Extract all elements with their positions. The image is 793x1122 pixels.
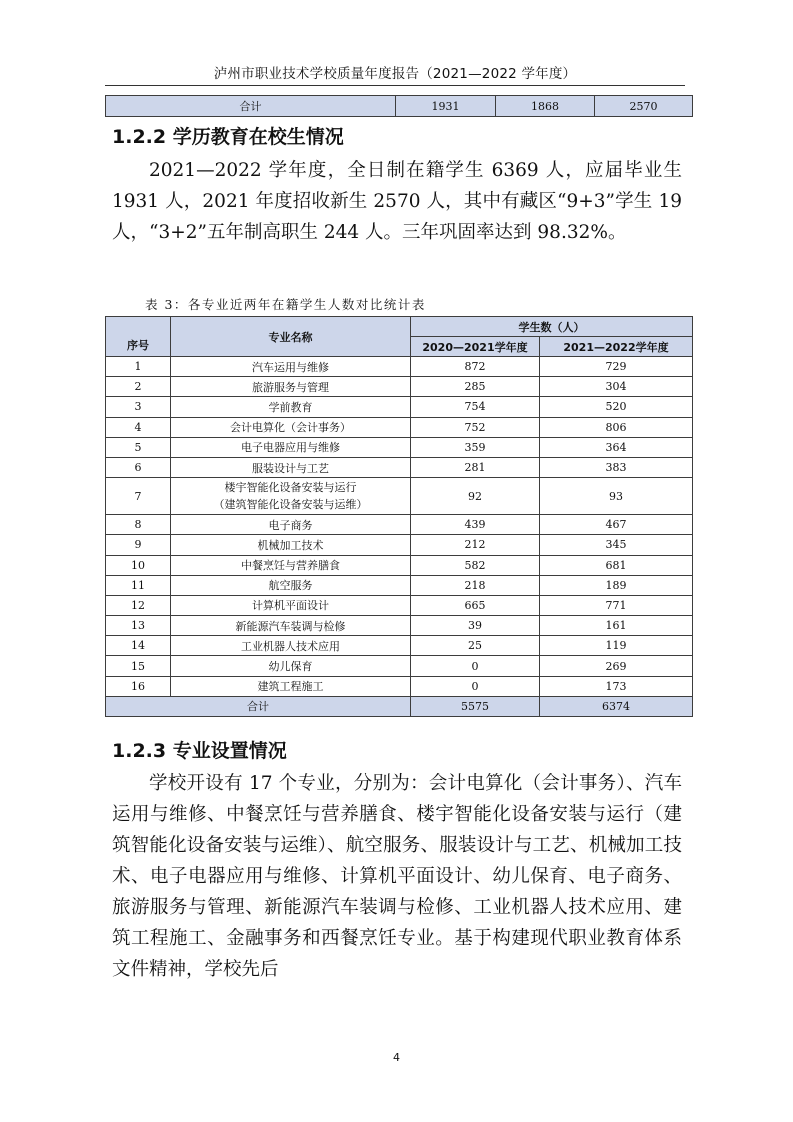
- total-label: 合计: [106, 696, 411, 716]
- table-total-row: [106, 696, 693, 716]
- total-value: 1868: [496, 96, 595, 117]
- table-row: [106, 357, 693, 377]
- section-title: 专业设置情况: [172, 740, 287, 762]
- row-year-2: 119: [540, 636, 693, 656]
- table-row: [106, 478, 693, 515]
- header-year-2: 2021—2022学年度: [540, 337, 693, 357]
- row-year-1: 285: [411, 377, 540, 397]
- row-index: 7: [106, 478, 171, 515]
- row-year-1: 752: [411, 417, 540, 437]
- section-123-paragraph: 学校开设有 17 个专业，分别为：会计电算化（会计事务）、汽车运用与维修、中餐烹饪与营养膳食、楼宇智能化设备安装与运行（建筑智能化设备安装与运维）、航空服务、服装设计与工艺、机械加工技术、电子电器应用与维修、计算机平面设计、幼儿保育、电子商务、旅游服务与管理、新能源汽车装调与检修、工业机器人技术应用、建筑工程施工、金融事务和西餐烹饪专业。基于构建现代职业教育体系文件精神，学校先后: [112, 773, 682, 980]
- row-major: 机械加工技术: [171, 535, 411, 555]
- row-year-2: 383: [540, 457, 693, 477]
- row-index: 4: [106, 417, 171, 437]
- row-year-1: 218: [411, 575, 540, 595]
- row-index: 16: [106, 676, 171, 696]
- header-students: 学生数（人）: [411, 317, 693, 337]
- row-index: 9: [106, 535, 171, 555]
- row-year-1: 92: [411, 478, 540, 515]
- row-index: 14: [106, 636, 171, 656]
- row-major: 新能源汽车装调与检修: [171, 616, 411, 636]
- table-3: [105, 316, 693, 717]
- row-year-2: 173: [540, 676, 693, 696]
- row-index: 5: [106, 437, 171, 457]
- row-index: 8: [106, 515, 171, 535]
- row-index: 1: [106, 357, 171, 377]
- section-heading-122: [112, 122, 344, 149]
- row-index: 13: [106, 616, 171, 636]
- row-year-1: 281: [411, 457, 540, 477]
- section-number: 1.2.3: [112, 740, 167, 762]
- table-row: [106, 417, 693, 437]
- table-row: [106, 636, 693, 656]
- table-row: [106, 656, 693, 676]
- section-heading-123: [112, 736, 287, 763]
- header-major: 专业名称: [171, 317, 411, 357]
- row-year-1: 359: [411, 437, 540, 457]
- row-year-2: 189: [540, 575, 693, 595]
- row-major: 会计电算化（会计事务）: [171, 417, 411, 437]
- row-year-2: 806: [540, 417, 693, 437]
- row-major: 建筑工程施工: [171, 676, 411, 696]
- row-year-2: 729: [540, 357, 693, 377]
- table-row: [106, 676, 693, 696]
- row-year-1: 439: [411, 515, 540, 535]
- row-year-1: 582: [411, 555, 540, 575]
- row-major-line-2: （建筑智能化设备安装与运维）: [213, 498, 368, 512]
- row-index: 6: [106, 457, 171, 477]
- total-label: 合计: [106, 96, 396, 117]
- row-year-2: 771: [540, 595, 693, 615]
- header-year-1: 2020—2021学年度: [411, 337, 540, 357]
- table-caption: 表 3：各专业近两年在籍学生人数对比统计表: [145, 297, 426, 312]
- total-year-1: 5575: [411, 696, 540, 716]
- row-year-2: 364: [540, 437, 693, 457]
- total-value: 2570: [595, 96, 693, 117]
- row-major: 幼儿保育: [171, 656, 411, 676]
- row-year-2: 161: [540, 616, 693, 636]
- row-major: 电子商务: [171, 515, 411, 535]
- previous-table-total: [105, 95, 693, 117]
- row-year-1: 0: [411, 676, 540, 696]
- row-major: [171, 478, 411, 515]
- row-major: 服装设计与工艺: [171, 457, 411, 477]
- header-rule: [105, 85, 685, 86]
- row-major: 计算机平面设计: [171, 595, 411, 615]
- row-index: 10: [106, 555, 171, 575]
- row-major: 电子电器应用与维修: [171, 437, 411, 457]
- table-row: [106, 515, 693, 535]
- table-row: [106, 397, 693, 417]
- row-year-2: 467: [540, 515, 693, 535]
- row-major: 中餐烹饪与营养膳食: [171, 555, 411, 575]
- row-year-1: 212: [411, 535, 540, 555]
- page-header-title: 泸州市职业技术学校质量年度报告（2021—2022 学年度）: [213, 66, 577, 82]
- row-major: 旅游服务与管理: [171, 377, 411, 397]
- row-index: 11: [106, 575, 171, 595]
- table-row: [106, 535, 693, 555]
- table-row: [106, 595, 693, 615]
- row-major: 航空服务: [171, 575, 411, 595]
- section-title: 学历教育在校生情况: [172, 126, 344, 148]
- row-year-1: 872: [411, 357, 540, 377]
- row-major: 工业机器人技术应用: [171, 636, 411, 656]
- table-row: [106, 616, 693, 636]
- row-year-2: 520: [540, 397, 693, 417]
- row-index: 12: [106, 595, 171, 615]
- row-index: 3: [106, 397, 171, 417]
- row-year-2: 304: [540, 377, 693, 397]
- row-year-2: 269: [540, 656, 693, 676]
- table-row: [106, 377, 693, 397]
- row-year-2: 681: [540, 555, 693, 575]
- row-year-1: 0: [411, 656, 540, 676]
- table-row: [106, 457, 693, 477]
- table-row: [106, 555, 693, 575]
- table-row: [106, 575, 693, 595]
- row-year-2: 93: [540, 478, 693, 515]
- row-year-2: 345: [540, 535, 693, 555]
- row-year-1: 754: [411, 397, 540, 417]
- row-year-1: 25: [411, 636, 540, 656]
- row-year-1: 665: [411, 595, 540, 615]
- row-year-1: 39: [411, 616, 540, 636]
- row-index: 15: [106, 656, 171, 676]
- total-value: 1931: [396, 96, 496, 117]
- page-number: 4: [393, 1051, 400, 1064]
- section-number: 1.2.2: [112, 126, 167, 148]
- total-year-2: 6374: [540, 696, 693, 716]
- table-row: [106, 437, 693, 457]
- row-index: 2: [106, 377, 171, 397]
- row-major: 学前教育: [171, 397, 411, 417]
- total-row: [106, 96, 693, 117]
- header-index: 序号: [106, 317, 171, 357]
- row-major: 汽车运用与维修: [171, 357, 411, 377]
- row-major-line-1: 楼宇智能化设备安装与运行: [224, 481, 357, 495]
- section-122-paragraph: 2021—2022 学年度，全日制在籍学生 6369 人，应届毕业生 1931 人，2021 年度招收新生 2570 人，其中有藏区“9+3”学生 19 人，“3+2”五年制高职生 244 人。三年巩固率达到 98.32%。: [112, 160, 682, 243]
